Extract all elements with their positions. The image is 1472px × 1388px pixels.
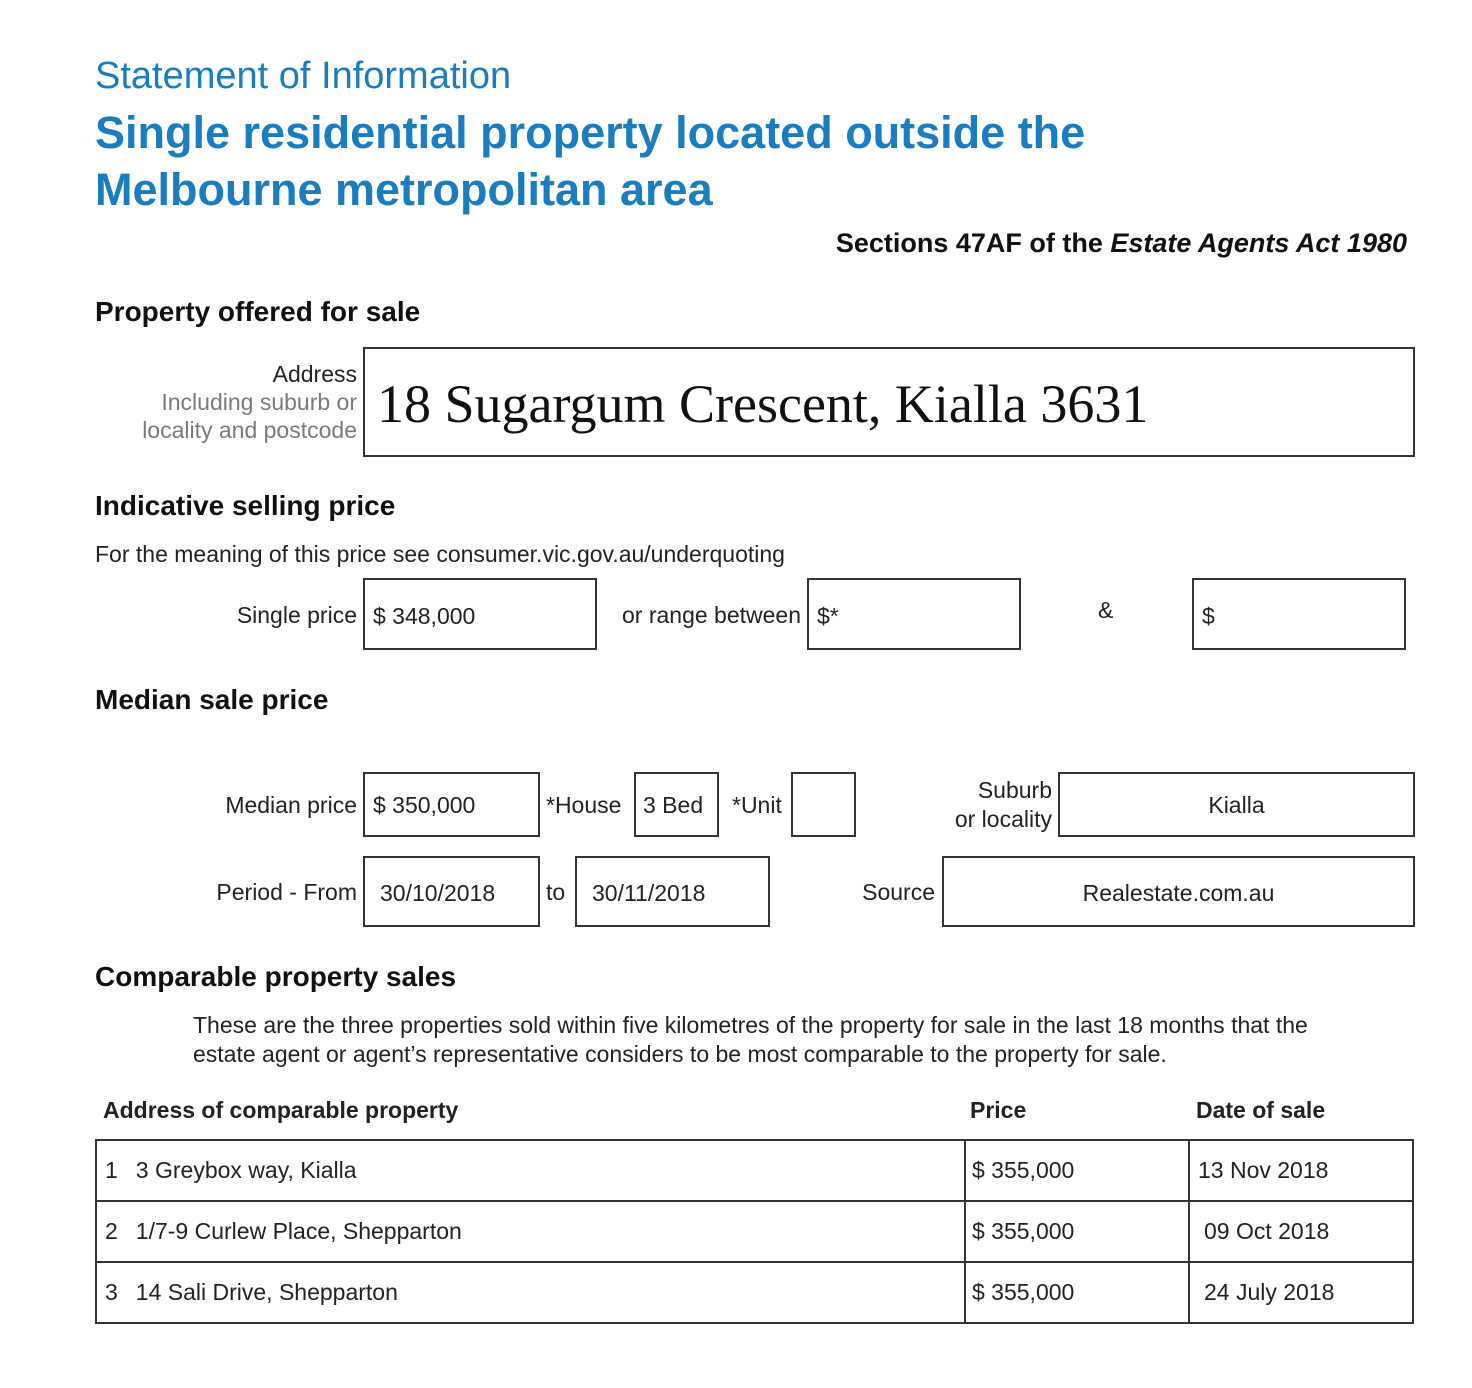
row-price: $ 355,000 — [965, 1140, 1189, 1201]
col-header-address: Address of comparable property — [103, 1097, 459, 1123]
comparable-address-cell — [96, 1262, 965, 1323]
section-median: Median sale price — [95, 684, 329, 715]
act-name: Estate Agents Act 1980 — [1110, 228, 1407, 258]
range-label: or range between — [621, 602, 801, 628]
range-high-field[interactable] — [1192, 578, 1406, 650]
row-number: 3 — [105, 1279, 118, 1305]
address-value: 18 Sugargum Crescent, Kialla 3631 — [377, 374, 1149, 434]
comparable-desc-2: estate agent or agent’s representative considers to be most comparable to the property for sale. — [193, 1041, 1167, 1067]
row-address: 3 Greybox way, Kialla — [135, 1157, 357, 1183]
row-price: $ 355,000 — [965, 1262, 1189, 1323]
median-price-label: Median price — [225, 792, 357, 818]
comparable-description — [193, 1011, 1308, 1069]
single-price-field[interactable] — [363, 578, 597, 650]
unit-label: *Unit — [732, 792, 782, 818]
address-field[interactable] — [363, 347, 1415, 457]
document-heading — [95, 104, 1295, 218]
row-number: 2 — [105, 1218, 118, 1244]
address-label: Address — [272, 361, 357, 387]
suburb-label-1: Suburb — [977, 777, 1052, 803]
source-value: Realestate.com.au — [1082, 880, 1275, 906]
house-label: *House — [546, 792, 622, 818]
period-from-label: Period - From — [216, 879, 357, 905]
source-field[interactable] — [942, 856, 1415, 927]
unit-field[interactable] — [791, 772, 856, 837]
period-to-field[interactable] — [575, 856, 770, 927]
single-price-value: $ 348,000 — [373, 603, 476, 629]
house-value: 3 Bed — [643, 792, 704, 818]
col-header-date: Date of sale — [1196, 1097, 1326, 1123]
section-comparable: Comparable property sales — [95, 961, 457, 992]
period-from-field[interactable] — [363, 856, 540, 927]
heading-line-2: Melbourne metropolitan area — [95, 164, 713, 215]
comparable-desc-1: These are the three properties sold within five kilometres of the property for sale in the last 18 months that the — [193, 1012, 1308, 1038]
indicative-note: For the meaning of this price see consumer.vic.gov.au/underquoting — [95, 541, 785, 567]
single-price-label: Single price — [236, 602, 357, 628]
suburb-label-group — [955, 776, 1052, 834]
comparable-address-cell — [96, 1140, 965, 1201]
table-row — [96, 1201, 1413, 1262]
suburb-label-2: or locality — [954, 806, 1052, 832]
range-high-value: $ — [1202, 603, 1215, 629]
act-reference — [836, 228, 1407, 259]
address-hint-1: Including suburb or — [161, 389, 357, 415]
act-prefix: Sections 47AF of the — [835, 228, 1111, 258]
row-date: 24 July 2018 — [1189, 1262, 1413, 1323]
range-low-value: $* — [817, 603, 839, 629]
comparable-table — [95, 1139, 1414, 1324]
period-to-value: 30/11/2018 — [592, 880, 706, 906]
row-price: $ 355,000 — [965, 1201, 1189, 1262]
table-row — [96, 1140, 1413, 1201]
heading-line-1: Single residential property located outside the — [95, 107, 1086, 158]
row-address: 1/7-9 Curlew Place, Shepparton — [135, 1218, 462, 1244]
col-header-price: Price — [970, 1097, 1027, 1123]
address-label-group — [142, 360, 357, 444]
address-hint-2: locality and postcode — [142, 417, 357, 443]
period-from-value: 30/10/2018 — [380, 880, 496, 906]
range-low-field[interactable] — [807, 578, 1021, 650]
source-label: Source — [862, 879, 935, 905]
suburb-value: Kialla — [1208, 792, 1265, 818]
suburb-field[interactable] — [1058, 772, 1415, 837]
document-title: Statement of Information — [95, 55, 512, 97]
median-price-field[interactable] — [363, 772, 540, 837]
median-price-value: $ 350,000 — [373, 792, 476, 818]
section-indicative: Indicative selling price — [95, 490, 396, 521]
comparable-address-cell — [96, 1201, 965, 1262]
row-address: 14 Sali Drive, Shepparton — [135, 1279, 398, 1305]
range-ampersand: & — [1098, 597, 1114, 623]
row-date: 09 Oct 2018 — [1189, 1201, 1413, 1262]
row-date: 13 Nov 2018 — [1189, 1140, 1413, 1201]
table-row — [96, 1262, 1413, 1323]
row-number: 1 — [105, 1157, 118, 1183]
house-field[interactable] — [634, 772, 719, 837]
period-to-label: to — [546, 879, 566, 905]
section-property: Property offered for sale — [95, 296, 421, 327]
